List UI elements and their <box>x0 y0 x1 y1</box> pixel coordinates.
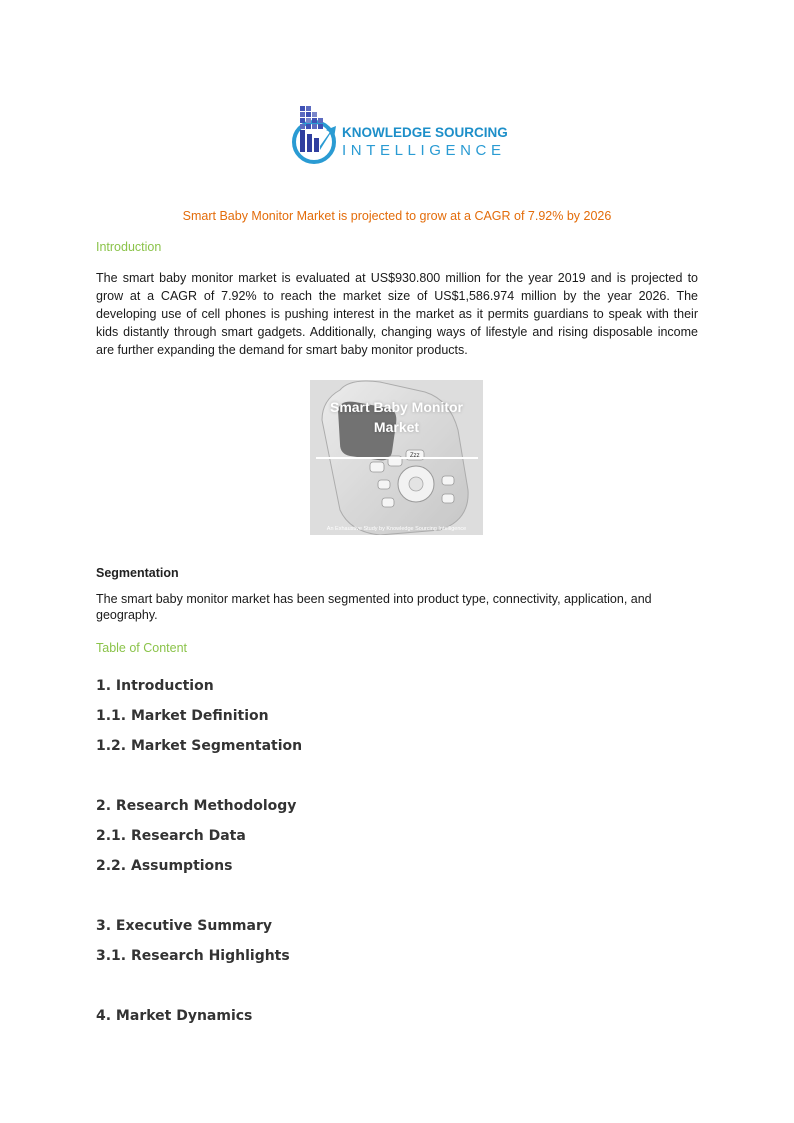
building-chart-logo-icon <box>290 104 342 166</box>
toc-item: 4. Market Dynamics <box>96 1008 253 1024</box>
product-title-line1: Smart Baby Monitor <box>329 399 463 415</box>
logo-text-line2: INTELLIGENCE <box>342 142 506 159</box>
toc-item: 2.1. Research Data <box>96 828 246 844</box>
intro-paragraph: The smart baby monitor market is evaluated at US$930.800 million for the year 2019 and is projected to grow at a CAGR of 7.92% to reach the market size of US$1,586.974 million by the year 2026. The developing use of cell phones is pushing interest in the market as it permits guardians to speak with their kids distantly through smart gadgets. Additionally, changing ways of lifestyle and rising disposable income are further expanding the demand for smart baby monitor products. <box>96 271 698 357</box>
toc-item: 1.2. Market Segmentation <box>96 738 303 754</box>
product-title-divider <box>316 457 478 459</box>
product-image <box>310 380 483 535</box>
toc-item: 1.1. Market Definition <box>96 708 269 724</box>
toc-item: 3.1. Research Highlights <box>96 948 290 964</box>
product-image-title <box>310 397 483 437</box>
segmentation-paragraph: The smart baby monitor market has been segmented into product type, connectivity, application, and geography. <box>96 592 652 622</box>
toc-item: 2.2. Assumptions <box>96 858 233 874</box>
device-button-label: Zzz <box>410 453 420 459</box>
product-image-caption: An Exhaustive Study by Knowledge Sourcing Intelligence <box>326 526 467 532</box>
segmentation-heading: Segmentation <box>96 566 179 580</box>
toc-item: 3. Executive Summary <box>96 918 272 934</box>
report-headline: Smart Baby Monitor Market is projected to grow at a CAGR of 7.92% by 2026 <box>182 209 612 223</box>
toc-item: 2. Research Methodology <box>96 798 297 814</box>
toc-heading: Table of Content <box>96 641 188 655</box>
company-logo <box>290 104 510 166</box>
intro-heading: Introduction <box>96 240 162 254</box>
product-title-line2: Market <box>373 419 420 435</box>
logo-text-line1: KNOWLEDGE SOURCING <box>342 125 508 140</box>
toc-item: 1. Introduction <box>96 678 214 694</box>
